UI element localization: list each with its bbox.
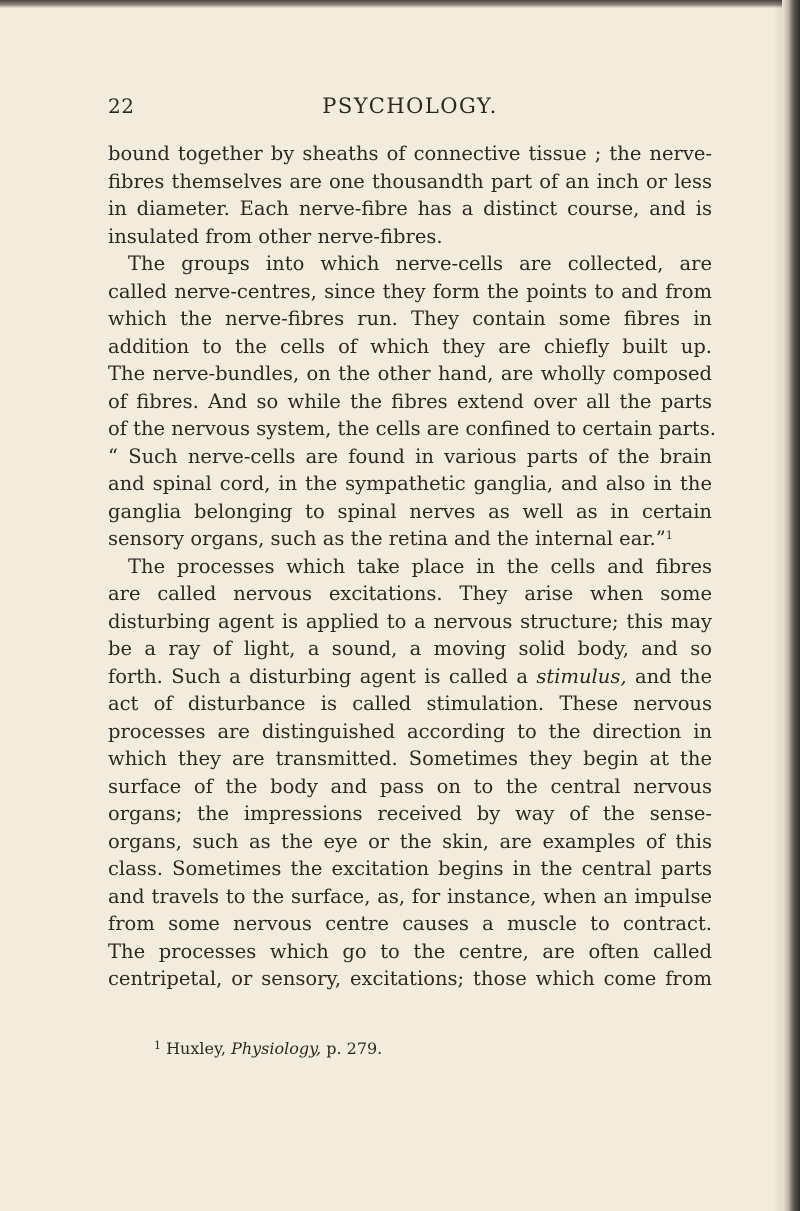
text-line-content: forth. Such a disturbing agent is called a <box>108 664 528 688</box>
text-line: ganglia belonging to spinal nerves as well as in certain <box>108 499 712 523</box>
running-head: PSYCHOLOGY. <box>322 94 498 118</box>
text-line: disturbing agent is applied to a nervous structure; this may <box>108 609 712 633</box>
text-line: fibres themselves are one thousandth part of an inch or less <box>108 169 712 193</box>
text-line: in diameter. Each nerve-fibre has a distinct course, and is <box>108 197 712 220</box>
text-line: centripetal, or sensory, excitations; those which come from <box>108 967 712 990</box>
book-spine-edge <box>782 0 800 1211</box>
text-line: insulated from other nerve-fibres. <box>108 224 443 248</box>
text-line: and spinal cord, in the sympathetic ganglia, and also in the <box>108 472 712 495</box>
text-line: act of disturbance is called stimulation. These nervous <box>108 692 712 715</box>
page-header <box>108 94 712 126</box>
text-line: which the nerve-fibres run. They contain some fibres in <box>108 307 712 330</box>
text-line: from some nervous centre causes a muscle to contract. <box>108 912 712 935</box>
text-line: be a ray of light, a sound, a moving solid body, and so <box>108 637 712 660</box>
footnote-author: Huxley, <box>166 1039 226 1058</box>
text-line: “ Such nerve-cells are found in various parts of the brain <box>108 444 712 468</box>
footnote <box>108 1036 712 1062</box>
text-line: The processes which go to the centre, are often called <box>108 939 712 963</box>
text-line: bound together by sheaths of connective tissue ; the nerve- <box>108 142 712 165</box>
text-line: organs; the impressions received by way of the sense- <box>108 802 712 825</box>
page-edge-shadow <box>774 0 782 1211</box>
text-line: organs, such as the eye or the skin, are examples of this <box>108 829 712 853</box>
footnote-reference[interactable]: 1 <box>665 529 673 542</box>
text-line-content: sensory organs, such as the retina and the internal ear.” <box>108 527 666 550</box>
text-line: of the nervous system, the cells are confined to certain parts. <box>108 417 716 440</box>
text-line: addition to the cells of which they are chiefly built up. <box>108 334 712 358</box>
text-line: called nerve-centres, since they form the points to and from <box>108 279 712 303</box>
footnote-title: Physiology, <box>231 1039 322 1058</box>
text-line-with-italic <box>108 663 712 691</box>
text-line: processes are distinguished according to the direction in <box>108 719 712 743</box>
footnote-marker: 1 <box>154 1039 161 1052</box>
text-line-tail: and the <box>626 664 713 688</box>
stimulus-term: stimulus, <box>536 664 627 688</box>
page-number: 22 <box>108 94 135 118</box>
text-line: The processes which take place in the cells and fibres <box>128 554 712 578</box>
body-text <box>108 140 716 993</box>
text-line: The groups into which nerve-cells are collected, are <box>128 252 712 275</box>
text-line: which they are transmitted. Sometimes they begin at the <box>108 747 712 770</box>
text-line: surface of the body and pass on to the central nervous <box>108 774 712 798</box>
footnote-page: p. 279. <box>326 1039 383 1058</box>
text-line: and travels to the surface, as, for instance, when an impulse <box>108 884 712 908</box>
text-line: of fibres. And so while the fibres extend over all the parts <box>108 389 712 413</box>
text-line-with-footnote-ref <box>108 525 712 553</box>
text-line: The nerve-bundles, on the other hand, are wholly composed <box>108 362 712 385</box>
page-top-shadow <box>0 0 800 8</box>
text-line: class. Sometimes the excitation begins in the central parts <box>108 857 712 880</box>
text-line: are called nervous excitations. They arise when some <box>108 582 712 605</box>
